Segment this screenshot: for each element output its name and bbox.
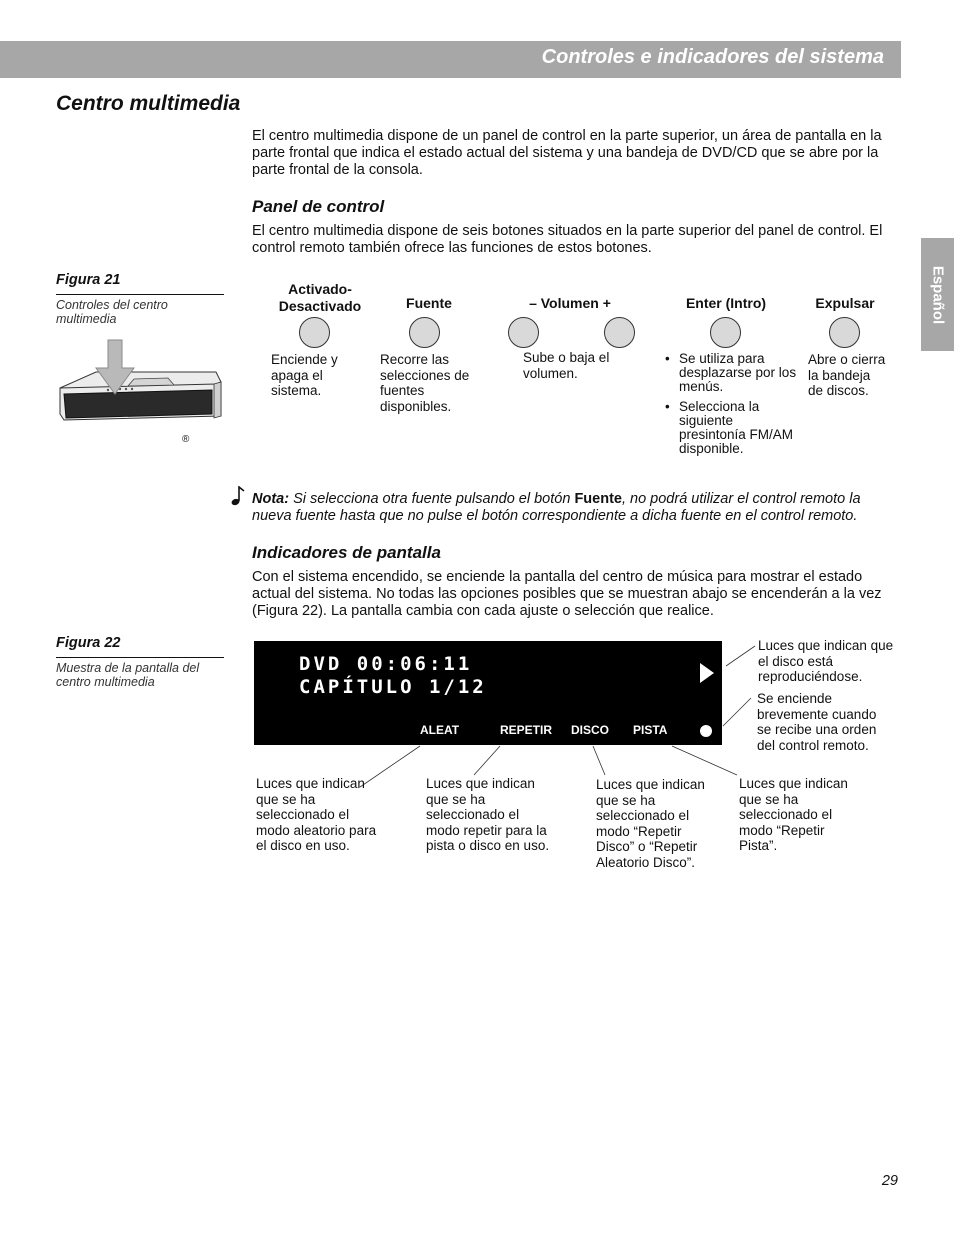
callout-repetir: Luces que indican que se ha seleccionado el modo repetir para la pista o disco en uso. [426,776,550,853]
callout-aleat: Luces que indican que se ha seleccionado el modo aleatorio para el disco en uso. [256,776,377,853]
figure21-label: Figura 21 [56,272,121,288]
figure21-caption: Controles del centro multimedia [56,298,168,326]
enter-bullet-1: • Se utiliza para desplazarse por los menús. [665,352,801,394]
indicators-title: Indicadores de pantalla [252,543,441,562]
indicator-repetir: REPETIR [500,723,553,737]
section-title: Centro multimedia [56,92,241,115]
enter-bullet-2: • Selecciona la siguiente presintonía FM/AM disponible. [665,400,801,456]
note-lead: Nota: [252,491,290,507]
button-label-power: Activado- Desactivado [278,281,362,314]
note-text-after: , no podrá utilizar el control remoto la nueva fuente hasta que no pulse el botón correspondiente a dicha fuente en el control remoto. [252,491,861,524]
panel-text: El centro multimedia dispone de seis botones situados en la parte superior del panel de control. El control remoto también ofrece las funciones de estos botones. [252,223,883,256]
button-label-enter: Enter (Intro) [685,295,767,311]
indicator-pista: PISTA [633,723,668,737]
language-tab-label: Español [929,265,946,324]
section-intro: El centro multimedia dispone de un panel de control en la parte superior, un área de pantalla en la parte frontal que indica el estado actual del sistema y una bandeja de DVD/CD que se abre por la parte frontal de la consola. [252,128,882,178]
note-text-before: Si selecciona otra fuente pulsando el botón [293,491,571,507]
power-button-desc: Enciende y apaga el sistema. [271,352,338,398]
indicator-disco: DISCO [571,723,610,737]
display-line-2: CAPÍTULO 1/12 [299,676,487,698]
note-bold-word: Fuente [574,491,622,507]
callout-remote: Se enciende brevemente cuando se recibe una orden del control remoto. [757,691,877,753]
registered-mark: ® [182,434,190,445]
button-label-volume: – Volumen + [529,295,611,311]
button-label-source: Fuente [406,295,452,311]
callout-pista: Luces que indican que se ha seleccionado el modo “Repetir Pista”. [739,776,848,853]
panel-title: Panel de control [252,197,385,216]
page-number: 29 [881,1173,898,1189]
callout-disco: Luces que indican que se ha seleccionado el modo “Repetir Disco” o “Repetir Aleatorio Disco”. [596,777,705,870]
figure22-label: Figura 22 [56,635,121,651]
figure22-caption: Muestra de la pantalla del centro multimedia [56,661,200,689]
eject-button-desc: Abre o cierra la bandeja de discos. [808,352,886,398]
source-button-desc: Recorre las selecciones de fuentes disponibles. [380,352,470,414]
display-line-1: DVD 00:06:11 [299,653,473,675]
callout-play: Luces que indican que el disco está reproduciéndose. [758,638,894,684]
indicators-text: Con el sistema encendido, se enciende la pantalla del centro de música para mostrar el estado actual del sistema. No todas las opciones posibles que se muestran abajo se encenderán a la vez (Figura 22). La pantalla cambia con cada ajuste o selección que realice. [252,569,882,619]
indicator-aleat: ALEAT [420,723,460,737]
header-title: Controles e indicadores del sistema [541,46,884,68]
button-label-eject: Expulsar [815,295,875,311]
volume-button-desc: Sube o baja el volumen. [523,350,610,381]
